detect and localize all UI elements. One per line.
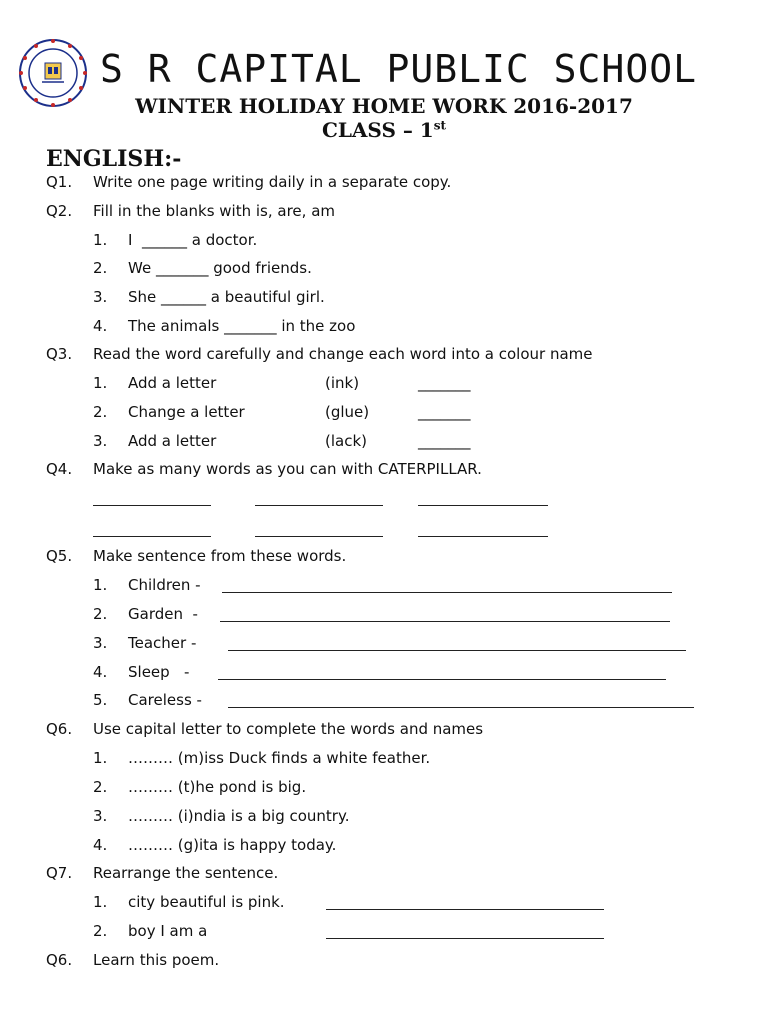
q6-number: Q6.: [46, 720, 73, 738]
q8-text: Learn this poem.: [93, 951, 220, 969]
q3-item-word: (ink): [325, 374, 360, 392]
class-label: CLASS – 1st: [321, 118, 447, 142]
answer-line[interactable]: [218, 679, 666, 680]
q3-item-blank: _______: [418, 374, 471, 392]
answer-line[interactable]: [93, 505, 211, 506]
answer-line[interactable]: [93, 536, 211, 537]
q7-item: city beautiful is pink.: [128, 893, 285, 911]
q3-item-blank: _______: [418, 403, 471, 421]
q7-item-number: 2.: [93, 922, 108, 940]
q3-item-number: 3.: [93, 432, 108, 450]
q6-item: ……… (t)he pond is big.: [128, 778, 307, 796]
q5-item-number: 3.: [93, 634, 108, 652]
q3-item-blank: _______: [418, 432, 471, 450]
q7-item: boy I am a: [128, 922, 208, 940]
q6-item-number: 3.: [93, 807, 108, 825]
q5-number: Q5.: [46, 547, 73, 565]
q2-item-number: 1.: [93, 231, 108, 249]
q3-item-number: 2.: [93, 403, 108, 421]
q2-item: I ______ a doctor.: [128, 231, 258, 249]
q1-text: Write one page writing daily in a separate copy.: [93, 173, 452, 191]
q7-number: Q7.: [46, 864, 73, 882]
q3-item-word: (lack): [325, 432, 367, 450]
class-superscript: st: [433, 118, 447, 133]
q8-number: Q6.: [46, 951, 73, 969]
answer-line[interactable]: [326, 909, 604, 910]
q2-item: The animals _______ in the zoo: [128, 317, 356, 335]
q3-text: Read the word carefully and change each word into a colour name: [93, 345, 593, 363]
q7-item-number: 1.: [93, 893, 108, 911]
q5-item-word: Teacher -: [128, 634, 197, 652]
answer-line[interactable]: [418, 536, 548, 537]
q6-item: ……… (i)ndia is a big country.: [128, 807, 350, 825]
answer-line[interactable]: [228, 707, 694, 708]
q6-item-number: 4.: [93, 836, 108, 854]
q6-item-number: 2.: [93, 778, 108, 796]
answer-line[interactable]: [326, 938, 604, 939]
q6-item: ……… (g)ita is happy today.: [128, 836, 337, 854]
q5-text: Make sentence from these words.: [93, 547, 347, 565]
answer-line[interactable]: [220, 621, 670, 622]
q6-text: Use capital letter to complete the words and names: [93, 720, 484, 738]
q3-number: Q3.: [46, 345, 73, 363]
q5-item-word: Garden -: [128, 605, 198, 623]
q1-number: Q1.: [46, 173, 73, 191]
q3-item-action: Change a letter: [128, 403, 245, 421]
q2-item: We _______ good friends.: [128, 259, 312, 277]
q7-text: Rearrange the sentence.: [93, 864, 279, 882]
q2-item-number: 2.: [93, 259, 108, 277]
answer-line[interactable]: [255, 505, 383, 506]
answer-line[interactable]: [255, 536, 383, 537]
q5-item-word: Children -: [128, 576, 201, 594]
q6-item-number: 1.: [93, 749, 108, 767]
q6-item: ……… (m)iss Duck finds a white feather.: [128, 749, 431, 767]
q3-item-word: (glue): [325, 403, 370, 421]
q4-text: Make as many words as you can with CATERPILLAR.: [93, 460, 482, 478]
q5-item-number: 5.: [93, 691, 108, 709]
q5-item-word: Sleep -: [128, 663, 190, 681]
homework-title: WINTER HOLIDAY HOME WORK 2016-2017: [135, 94, 633, 118]
q2-number: Q2.: [46, 202, 73, 220]
q3-item-number: 1.: [93, 374, 108, 392]
q2-text: Fill in the blanks with is, are, am: [93, 202, 335, 220]
q5-item-number: 4.: [93, 663, 108, 681]
answer-line[interactable]: [228, 650, 686, 651]
answer-line[interactable]: [418, 505, 548, 506]
q2-item-number: 4.: [93, 317, 108, 335]
section-english: ENGLISH:-: [46, 146, 182, 172]
q2-item-number: 3.: [93, 288, 108, 306]
school-name: S R CAPITAL PUBLIC SCHOOL: [100, 47, 697, 91]
q3-item-action: Add a letter: [128, 374, 217, 392]
q4-number: Q4.: [46, 460, 73, 478]
q3-item-action: Add a letter: [128, 432, 217, 450]
q5-item-number: 2.: [93, 605, 108, 623]
q2-item: She ______ a beautiful girl.: [128, 288, 325, 306]
answer-line[interactable]: [222, 592, 672, 593]
q5-item-number: 1.: [93, 576, 108, 594]
q5-item-word: Careless -: [128, 691, 202, 709]
